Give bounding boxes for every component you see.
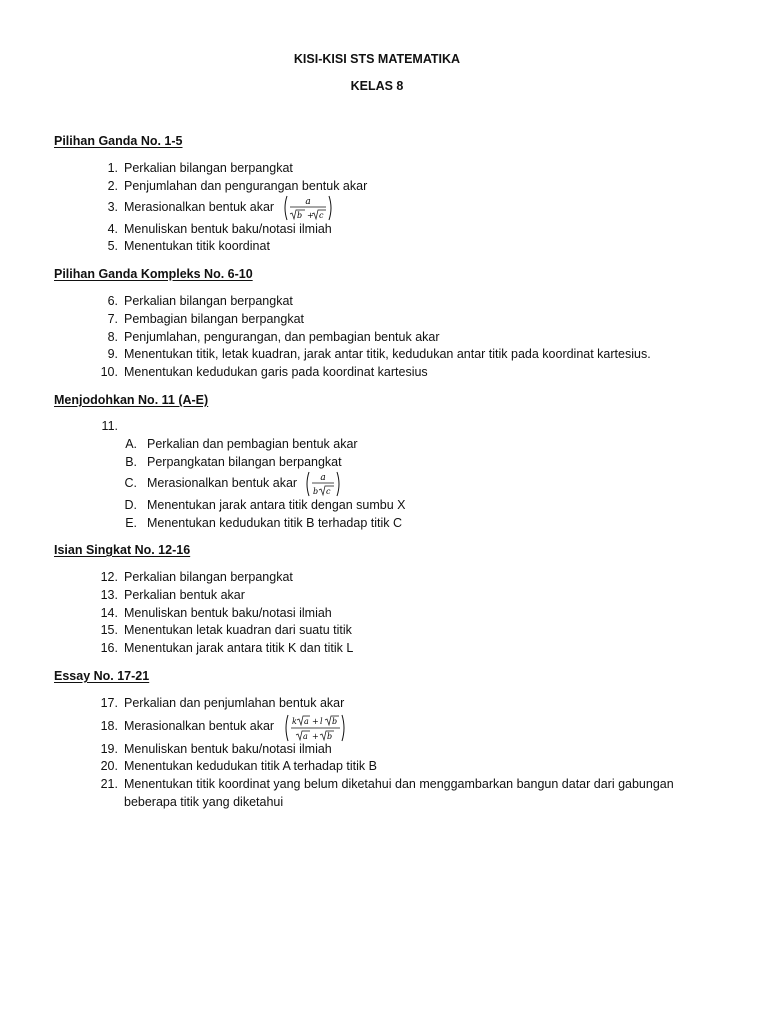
item-number: 7. [107,312,118,326]
item-text-continuation: beberapa titik yang diketahui [124,795,284,809]
item-text: Merasionalkan bentuk akar [124,719,275,733]
item-number: 5. [107,239,118,253]
sub-item-letter: A. [125,437,137,451]
item-number: 3. [107,200,118,214]
item-text: Menentukan titik koordinat [124,239,270,253]
formula-text: b [332,717,338,726]
sub-item-letter: D. [124,498,137,512]
sub-item-text: Perkalian dan pembagian bentuk akar [147,437,358,451]
item-text: Pembagian bilangan berpangkat [124,312,304,326]
list-item [92,606,332,620]
list-item [92,200,274,214]
item-number: 15. [100,623,118,637]
formula-ksqrta-plus-lsqrtb-over-sqrta-plus-sqrtb [284,713,346,743]
list-item [92,239,270,253]
formula-text: a [320,473,326,483]
formula-text: + [312,717,319,726]
list-item [92,777,674,791]
item-number: 9. [107,347,118,361]
formula-text: a [303,732,308,741]
item-number: 19. [100,742,118,756]
item-text: Perkalian bilangan berpangkat [124,161,293,175]
sub-item [120,476,297,490]
item-text: Penjumlahan dan pengurangan bentuk akar [124,179,368,193]
item-text: Menuliskan bentuk baku/notasi ilmiah [124,742,332,756]
section-heading: Essay No. 17-21 [54,669,150,683]
sub-item-text: Merasionalkan bentuk akar [147,476,298,490]
item-number: 20. [100,759,118,773]
list-item [92,588,245,602]
item-number: 13. [100,588,118,602]
item-text: Perkalian bentuk akar [124,588,245,602]
item-text: Menentukan letak kuadran dari suatu titik [124,623,352,637]
section-heading: Pilihan Ganda No. 1-5 [54,134,183,148]
list-item [92,719,274,733]
document-title: KISI-KISI STS MATEMATIKA [293,52,461,66]
formula-text: b [297,211,303,220]
item-number: 17. [100,696,118,710]
item-number: 6. [107,294,118,308]
sub-item-text: Menentukan kedudukan titik B terhadap titik C [147,516,403,530]
formula-text: c [326,487,331,496]
document-subtitle: KELAS 8 [350,79,404,93]
list-item [92,294,293,308]
item-number: 14. [100,606,118,620]
item-text: Merasionalkan bentuk akar [124,200,275,214]
item-text: Perkalian bilangan berpangkat [124,294,293,308]
list-item [92,623,352,637]
section-heading: Isian Singkat No. 12-16 [54,543,191,557]
section-heading: Menjodohkan No. 11 (A-E) [54,393,209,407]
item-text: Menentukan kedudukan garis pada koordinat kartesius [124,365,428,379]
item-text: Menentukan kedudukan titik A terhadap titik B [124,759,377,773]
formula-text: + [312,732,319,741]
item-text: Menentukan titik koordinat yang belum diketahui dan menggambarkan bangun datar dari gabungan [124,777,674,791]
item-number: 16. [100,641,118,655]
item-text: Menuliskan bentuk baku/notasi ilmiah [124,606,332,620]
list-item [92,419,124,433]
item-number: 12. [100,570,118,584]
formula-a-over-b-sqrtc [305,470,341,498]
item-number: 1. [107,161,118,175]
formula-text: b [327,732,333,741]
list-item [92,161,293,175]
formula-text: a [304,717,309,726]
list-item [92,742,332,756]
formula-a-over-sqrtb-plus-sqrtc [283,194,333,222]
item-number: 2. [107,179,118,193]
item-number: 18. [100,719,118,733]
item-text: Penjumlahan, pengurangan, dan pembagian bentuk akar [124,330,440,344]
section-heading: Pilihan Ganda Kompleks No. 6-10 [54,267,253,281]
sub-item-letter: B. [125,455,137,469]
formula-text: k [292,717,297,726]
sub-item-letter: E. [125,516,137,530]
item-text: Menuliskan bentuk baku/notasi ilmiah [124,222,332,236]
sub-item [120,516,402,530]
formula-text: c [319,211,324,220]
item-text: Menentukan jarak antara titik K dan titik L [124,641,354,655]
item-text: Perkalian dan penjumlahan bentuk akar [124,696,345,710]
list-item [92,330,440,344]
sub-item-text: Menentukan jarak antara titik dengan sumbu X [147,498,406,512]
sub-item [120,437,358,451]
list-item [92,222,332,236]
item-number: 21. [100,777,118,791]
item-number: 8. [107,330,118,344]
list-item [92,312,304,326]
formula-text: + [307,211,314,220]
sub-item-letter: C. [124,476,137,490]
item-number: 4. [107,222,118,236]
list-item [92,696,344,710]
list-item [92,570,293,584]
item-text: Perkalian bilangan berpangkat [124,570,293,584]
sub-item [120,455,342,469]
formula-text: b [313,487,319,496]
sub-item-text: Perpangkatan bilangan berpangkat [147,455,342,469]
formula-text: a [305,197,311,207]
list-item [92,179,367,193]
formula-text: l [320,717,323,726]
sub-item [120,498,406,512]
list-item [92,759,377,773]
item-number: 11. [101,419,118,433]
list-item [92,365,428,379]
item-text: Menentukan titik, letak kuadran, jarak antar titik, kedudukan antar titik pada koordinat kartesius. [124,347,651,361]
item-number: 10. [100,365,118,379]
list-item [92,641,353,655]
list-item [92,347,651,361]
